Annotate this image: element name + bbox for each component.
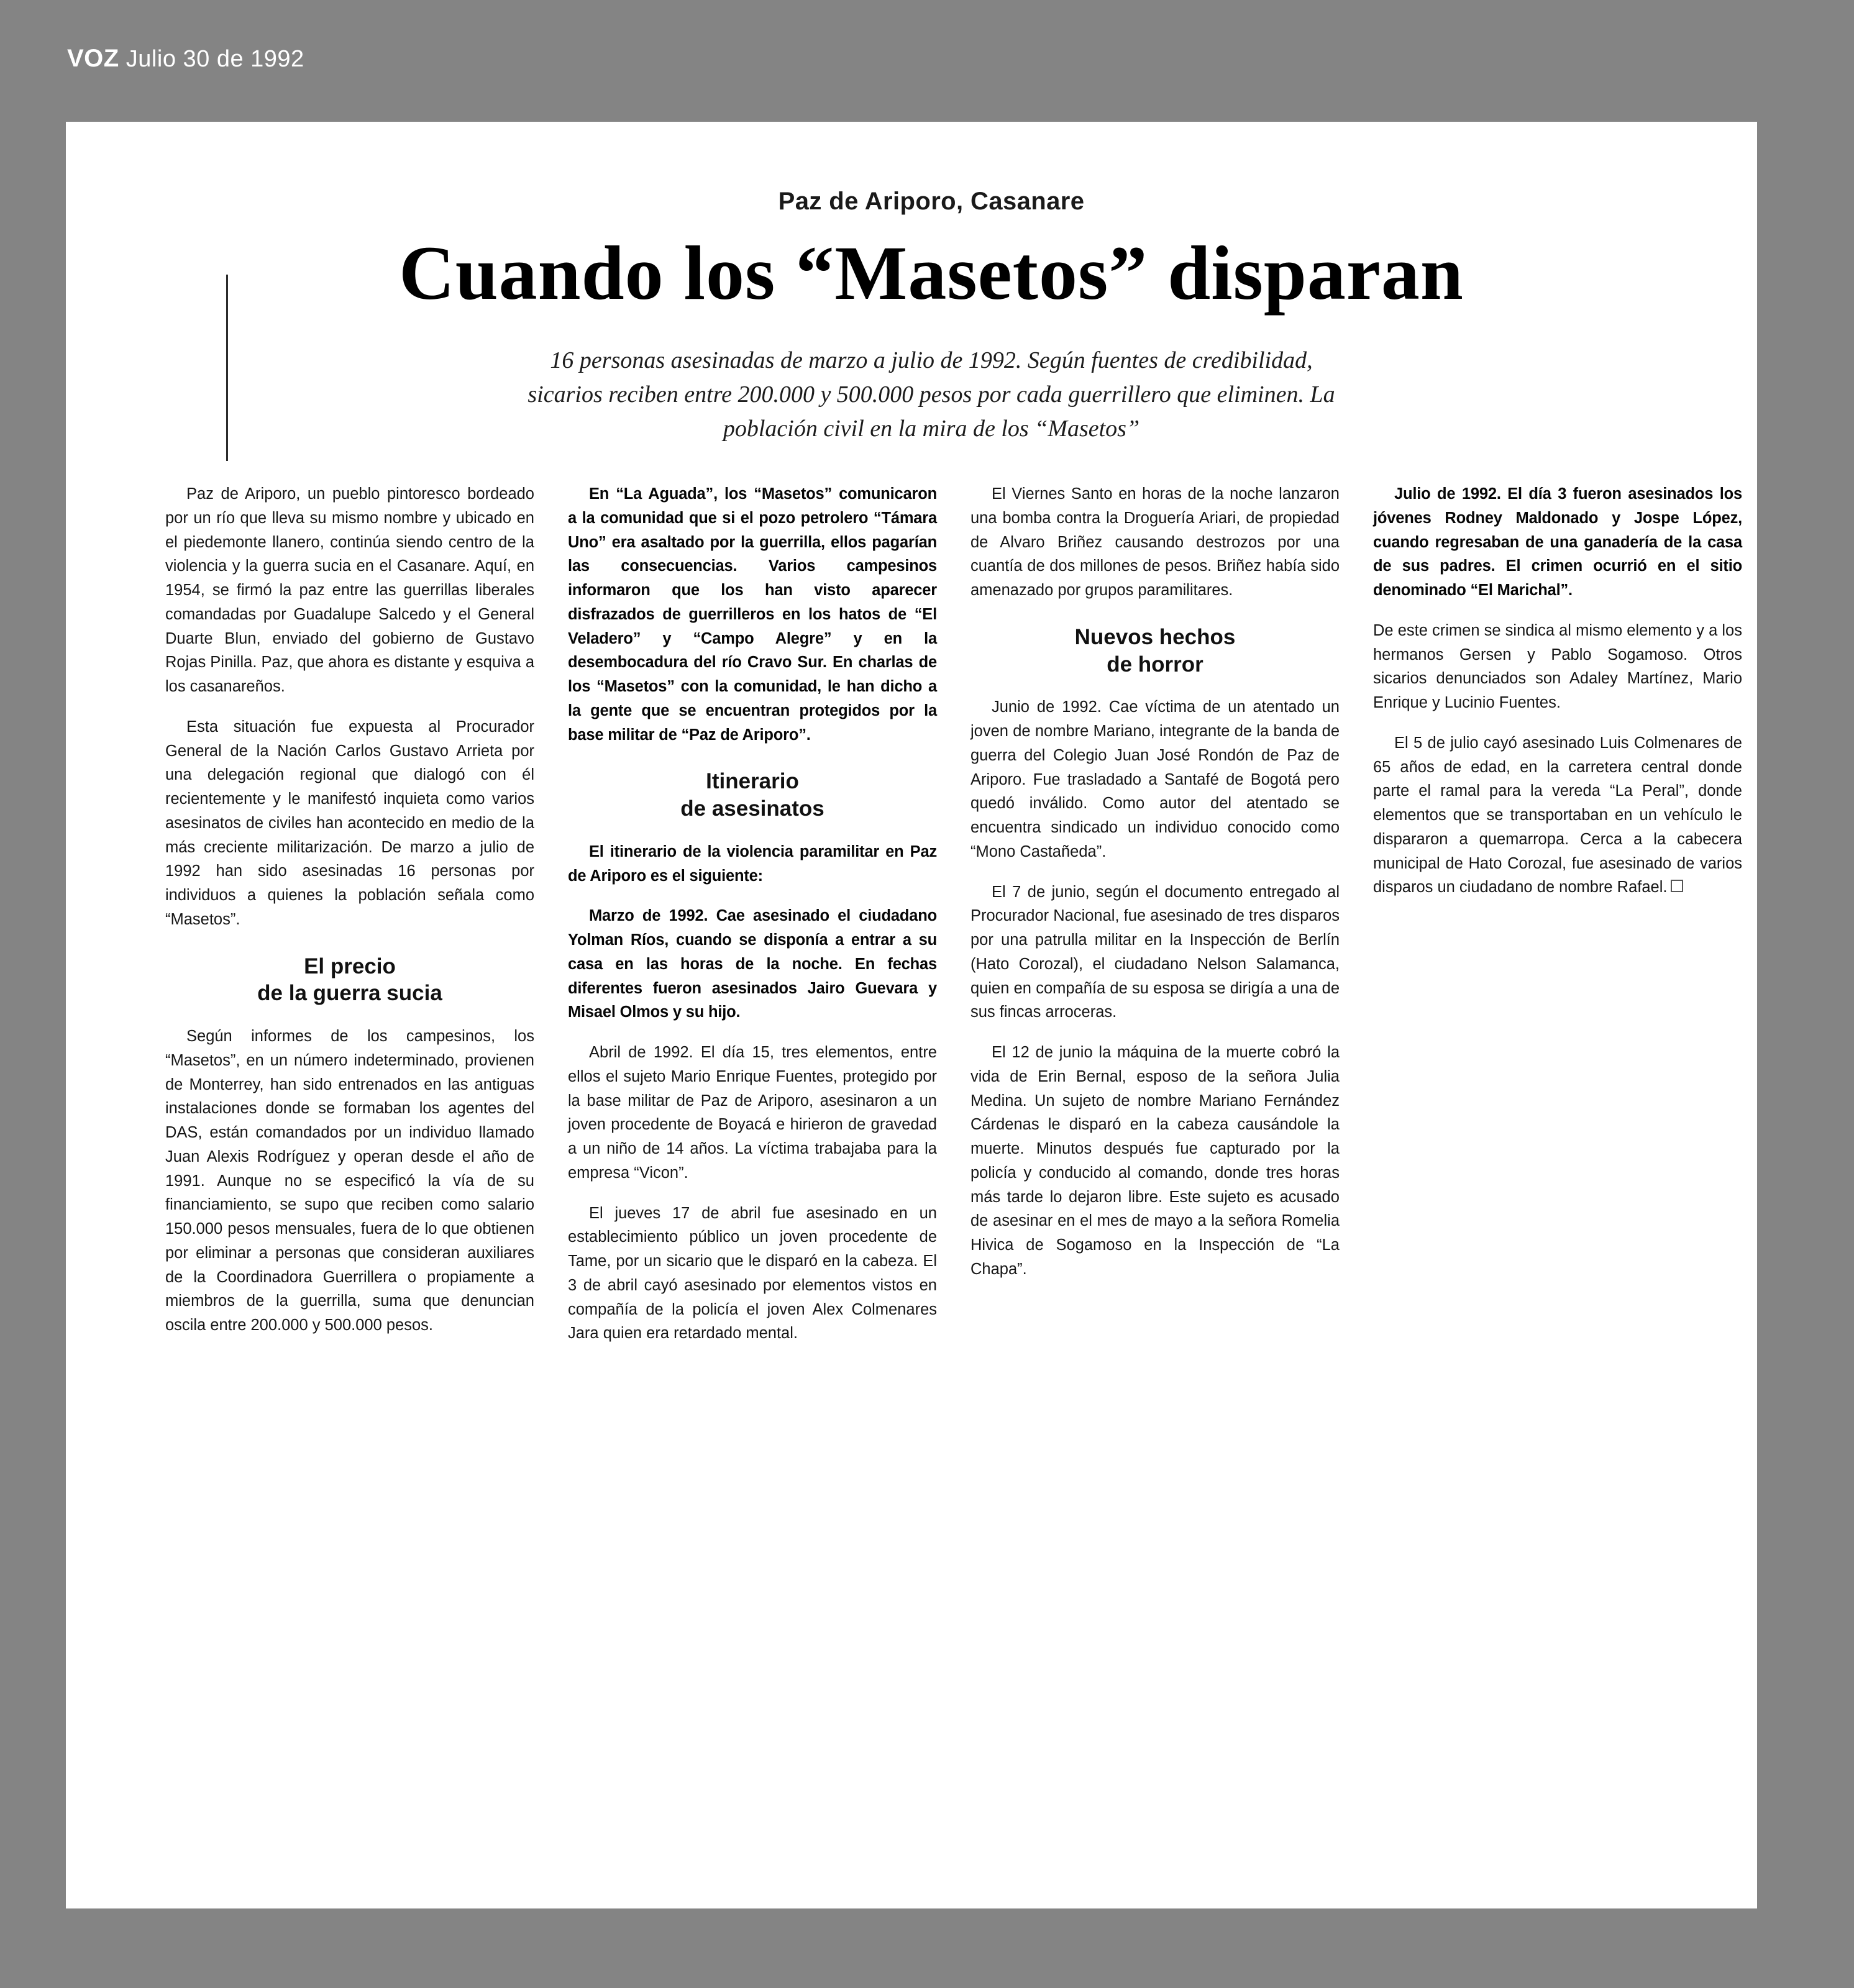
article-column [568,482,937,1362]
article-paragraph: Marzo de 1992. Cae asesinado el ciudadano Yolman Ríos, cuando se disponía a entrar a su casa en las horas de la noche. En fechas diferentes fueron asesinados Jairo Guevara y Misael Olmos y su hijo. [568,907,937,1021]
article-standfirst: 16 personas asesinadas de marzo a julio de 1992. Según fuentes de credibilidad, sicarios reciben entre 200.000 y 500.000 pesos por cada guerrillero que eliminen. La población civil en la mira de los “Masetos” [527,347,1335,442]
article-column [165,482,534,1362]
article-paragraph: El jueves 17 de abril fue asesinado en un establecimiento público un joven procedente de Tame, por un sicario que le disparó en la cabeza. El 3 de abril cayó asesinado por elementos vistos en compañía de la policía el joven Alex Colmenares Jara quien era retardado mental. [568,1204,937,1343]
article-paragraph: El 5 de julio cayó asesinado Luis Colmenares de 65 años de edad, en la carretera central donde parte el ramal para la vereda “La Peral”, donde elementos que se transportaban en un vehículo le dispararon a quemarropa. Cerca a la cabecera municipal de Hato Corozal, fue asesinado de varios disparos un ciudadano de nombre Rafael. [1373,734,1742,896]
article-kicker: Paz de Ariporo, Casanare [778,188,1085,215]
issue-date: Julio 30 de 1992 [126,46,304,72]
article-paragraph: El itinerario de la violencia paramilitar en Paz de Ariporo es el siguiente: [568,842,937,885]
article-paragraph: En “La Aguada”, los “Masetos” comunicaron a la comunidad que si el pozo petrolero “Támara Uno” era asaltado por la guerrilla, ellos pagarían las consecuencias. Varios campesinos informaron que los han visto aparecer disfrazados de guerrilleros en los hatos de “El Veladero” y “Campo Alegre” y en la desembocadura del río Cravo Sur. En charlas de los “Masetos” con la comunidad, le han dicho a la gente que se encuentran protegidos por la base militar de “Paz de Ariporo”. [568,485,937,744]
article-paragraph: El 7 de junio, según el documento entregado al Procurador Nacional, fue asesinado de tres disparos por una patrulla militar en la Inspección de Berlín (Hato Corozal), el ciudadano Nelson Salamanca, quien en compañía de su esposa se dirigía a una de sus fincas arroceras. [970,883,1340,1021]
article-body [66,122,1757,1908]
article-column [970,482,1340,1362]
section-subheading: Nuevos hechos de horror [1074,624,1236,677]
article-paragraph: Junio de 1992. Cae víctima de un atentado un joven de nombre Mariano, integrante de la banda de guerra del Colegio Juan José Rondón de Paz de Ariporo. Fue trasladado a Santafé de Bogotá pero quedó inválido. Como autor del atentado se encuentra sindicado un individuo conocido como “Mono Castañeda”. [970,698,1340,860]
article-columns [165,482,1742,1362]
article-paragraph: De este crimen se sindica al mismo elemento y a los hermanos Gersen y Pablo Sogamoso. Otros sicarios denunciados son Adaley Martínez, Mario Enrique y Lucinio Fuentes. [1373,621,1742,712]
article-paragraph: El 12 de junio la máquina de la muerte cobró la vida de Erin Bernal, esposo de la señora Julia Medina. Un sujeto de nombre Mariano Fernández Cárdenas le disparó en la cabeza causándole la muerte. Minutos después fue capturado por la policía y conducido al comando, donde tres horas más tarde lo dejaron libre. Este sujeto es acusado de asesinar en el mes de mayo a la señora Romelia Hivica de Sogamoso en la Inspección de “La Chapa”. [970,1044,1340,1278]
end-of-article-mark [1671,880,1683,892]
article-paragraph: Esta situación fue expuesta al Procurador General de la Nación Carlos Gustavo Arrieta por una delegación regional que dialogó con él recientemente y le manifestó inquieta como varios asesinatos de civiles han acontecido en medio de la más creciente militarización. De marzo a julio de 1992 han sido asesinadas 16 personas por individuos a quienes la población señala como “Masetos”. [165,718,534,928]
article-column [1373,482,1742,1362]
section-subheading: Itinerario de asesinatos [680,769,824,821]
publication-name: VOZ [67,45,119,72]
article-paragraph: Paz de Ariporo, un pueblo pintoresco bordeado por un río que lleva su mismo nombre y ubicado en el piedemonte llanero, continúa siendo centro de la violencia y la guerra sucia en el Casanare. Aquí, en 1954, se firmó la paz entre las guerrillas liberales comandadas por Guadalupe Salcedo y el General Duarte Blun, enviado del gobierno de Gustavo Rojas Pinilla. Paz, que ahora es distante y esquiva a los casanareños. [165,485,534,696]
article-paragraph: Julio de 1992. El día 3 fueron asesinados los jóvenes Rodney Maldonado y Jospe López, cuando regresaban de una ganadería de la casa de sus padres. El crimen ocurrió en el sitio denominado “El Marichal”. [1373,485,1742,600]
article-paragraph: El Viernes Santo en horas de la noche lanzaron una bomba contra la Droguería Ariari, de propiedad de Alvaro Briñez causando destrozos por una cuantía de dos millones de pesos. Briñez había sido amenazado por grupos paramilitares. [970,485,1340,600]
article-paragraph: Según informes de los campesinos, los “Masetos”, en un número indeterminado, provienen de Monterrey, han sido entrenados en las antiguas instalaciones donde se formaban los agentes del DAS, están comandados por un individuo llamado Juan Alexis Rodríguez y operan desde el año de 1991. Aunque no se especificó la vía de su financiamiento, se supo que reciben como salario 150.000 pesos mensuales, fuera de lo que obtienen por eliminar a personas que consideran auxiliares de la Coordinadora Guerrillera o propiamente a miembros de la guerrilla, suma que denuncian oscila entre 200.000 y 500.000 pesos. [165,1028,534,1334]
section-subheading: El precio de la guerra sucia [257,954,442,1006]
newspaper-sheet [66,122,1757,1908]
article-paragraph: Abril de 1992. El día 15, tres elementos, entre ellos el sujeto Mario Enrique Fuentes, protegido por la base militar de Paz de Ariporo, asesinaron a un joven procedente de Boyacá e hirieron de gravedad a un niño de 14 años. La víctima trabajaba para la empresa “Vicon”. [568,1044,937,1182]
article-headline: Cuando los “Masetos” disparan [399,230,1464,316]
masthead [67,45,304,73]
